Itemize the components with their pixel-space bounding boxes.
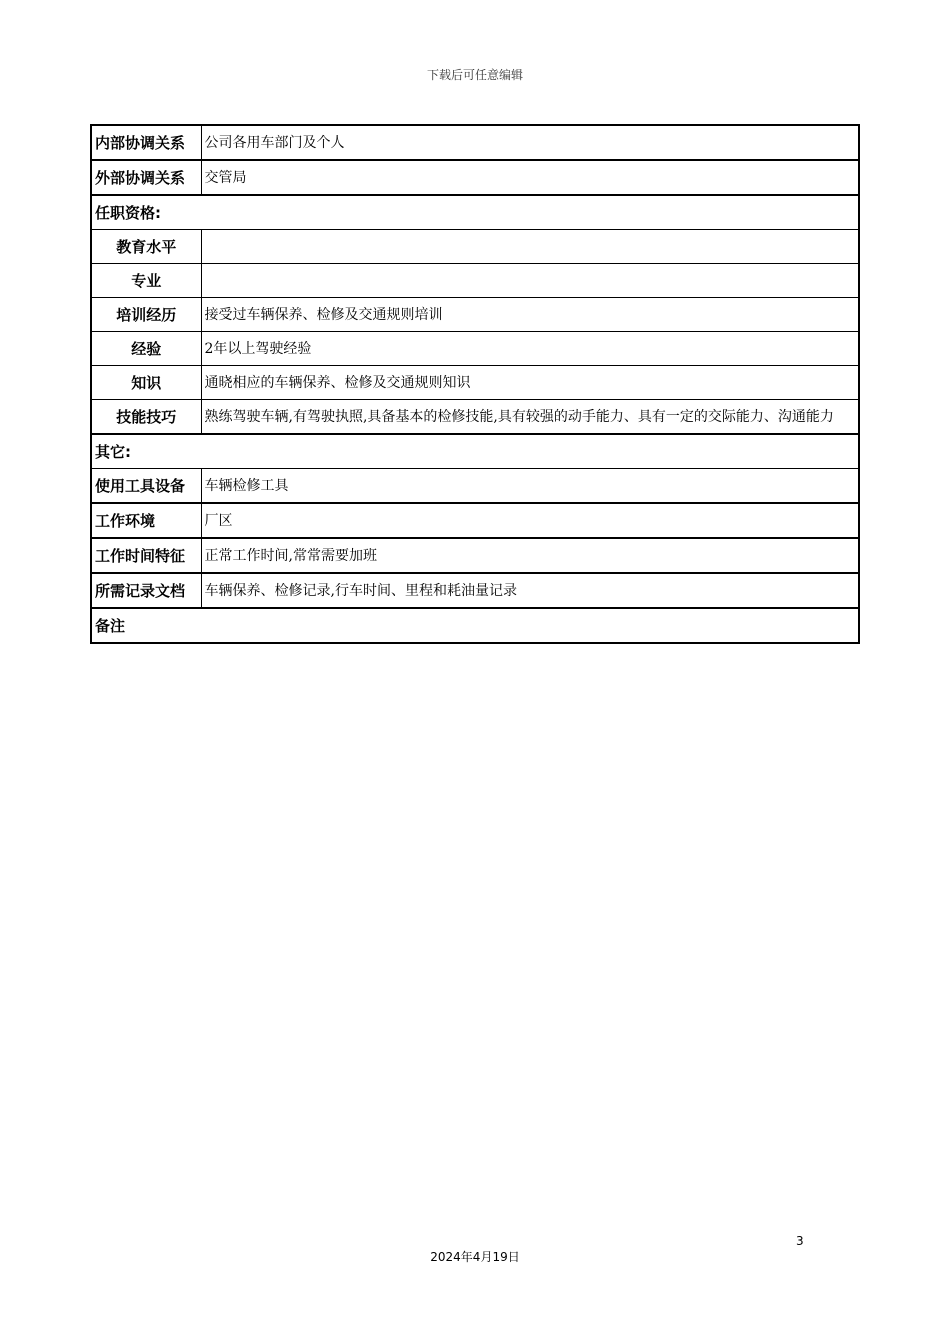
- row-value-skills: 熟练驾驶车辆,有驾驶执照,具备基本的检修技能,具有较强的动手能力、具有一定的交际能力、沟通能力: [201, 400, 859, 435]
- row-value-knowledge: 通晓相应的车辆保养、检修及交通规则知识: [201, 366, 859, 400]
- section-title-other: 其它:: [91, 434, 859, 469]
- table-row: [91, 160, 859, 195]
- footer-date: 2024年4月19日: [430, 1250, 520, 1264]
- table-row: [91, 125, 859, 160]
- table-row: [91, 503, 859, 538]
- row-label-major: 专业: [91, 264, 201, 298]
- row-label-internal-coordination: 内部协调关系: [91, 125, 201, 160]
- row-value-work-environment: 厂区: [201, 503, 859, 538]
- row-value-training: 接受过车辆保养、检修及交通规则培训: [201, 298, 859, 332]
- section-row: [91, 608, 859, 643]
- row-label-training: 培训经历: [91, 298, 201, 332]
- table-row: [91, 264, 859, 298]
- page-number: 3: [796, 1234, 804, 1248]
- table-row: [91, 573, 859, 608]
- row-label-work-environment: 工作环境: [91, 503, 201, 538]
- row-value-records: 车辆保养、检修记录,行车时间、里程和耗油量记录: [201, 573, 859, 608]
- table-row: [91, 400, 859, 435]
- section-title-qualifications: 任职资格:: [91, 195, 859, 230]
- row-value-internal-coordination: 公司各用车部门及个人: [201, 125, 859, 160]
- table-row: [91, 366, 859, 400]
- section-title-remarks: 备注: [91, 608, 859, 643]
- section-row: [91, 434, 859, 469]
- row-value-major: [201, 264, 859, 298]
- job-description-table: [90, 124, 860, 644]
- table-row: [91, 538, 859, 573]
- row-label-external-coordination: 外部协调关系: [91, 160, 201, 195]
- section-row: [91, 195, 859, 230]
- header-note: 下载后可任意编辑: [426, 68, 523, 82]
- table-row: [91, 332, 859, 366]
- table-row: [91, 298, 859, 332]
- row-value-working-hours: 正常工作时间,常常需要加班: [201, 538, 859, 573]
- row-label-records: 所需记录文档: [91, 573, 201, 608]
- row-value-experience: 2年以上驾驶经验: [201, 332, 859, 366]
- row-label-tools: 使用工具设备: [91, 469, 201, 504]
- row-value-education: [201, 230, 859, 264]
- table-row: [91, 230, 859, 264]
- table-row: [91, 469, 859, 504]
- row-label-knowledge: 知识: [91, 366, 201, 400]
- row-value-tools: 车辆检修工具: [201, 469, 859, 504]
- row-label-education: 教育水平: [91, 230, 201, 264]
- row-label-skills: 技能技巧: [91, 400, 201, 435]
- row-label-experience: 经验: [91, 332, 201, 366]
- row-label-working-hours: 工作时间特征: [91, 538, 201, 573]
- row-value-external-coordination: 交管局: [201, 160, 859, 195]
